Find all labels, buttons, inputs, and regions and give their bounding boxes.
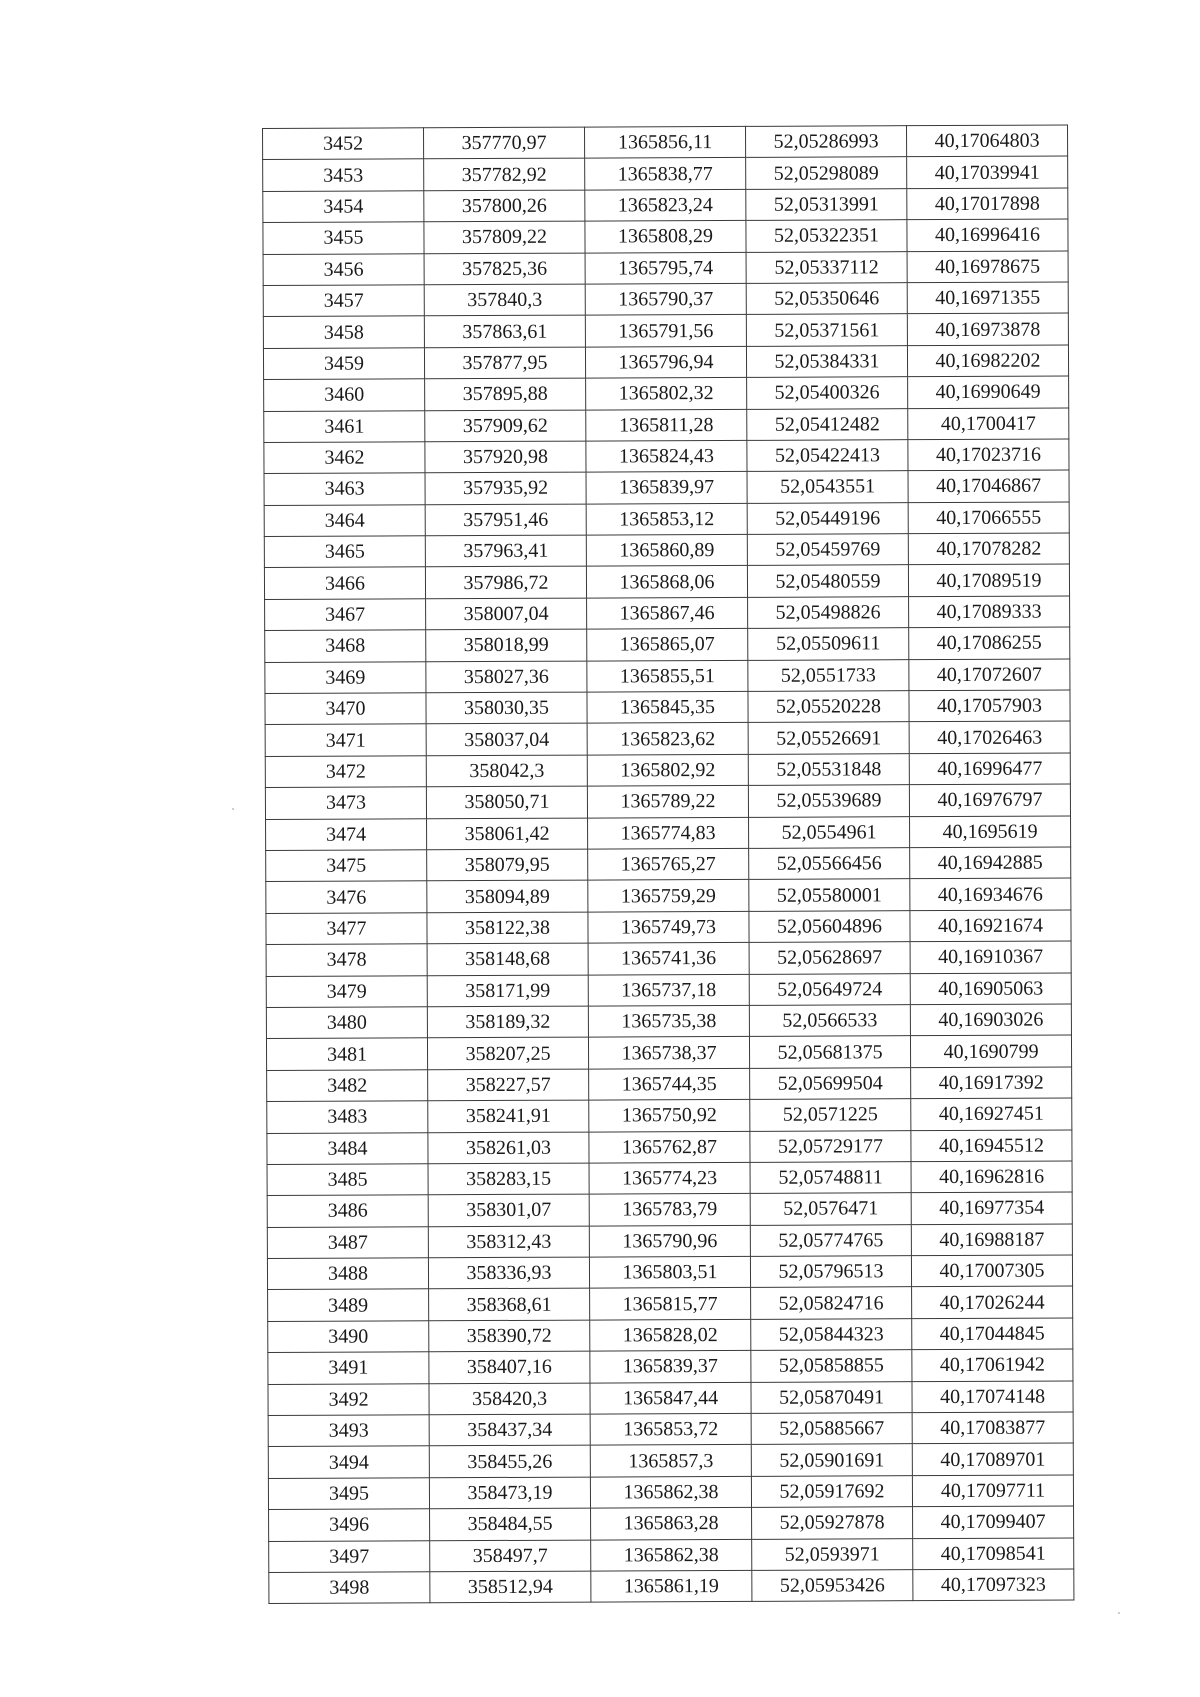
- table-row: [263, 125, 1068, 160]
- point-number-cell: 3461: [264, 410, 425, 442]
- longitude-cell: 40,16990649: [908, 376, 1069, 408]
- table-row: [265, 753, 1070, 788]
- longitude-cell: 40,17044845: [912, 1318, 1073, 1350]
- table-row: [263, 188, 1068, 223]
- longitude-cell: 40,16971355: [907, 282, 1068, 314]
- point-number-cell: 3487: [267, 1226, 428, 1258]
- table-row: [265, 690, 1070, 725]
- x-coordinate-cell: 358227,57: [428, 1069, 589, 1101]
- longitude-cell: 40,1695619: [910, 816, 1071, 848]
- table-row: [267, 1224, 1072, 1259]
- table-row: [266, 910, 1071, 945]
- table-row: [265, 659, 1070, 694]
- table-row: [267, 1067, 1072, 1102]
- x-coordinate-cell: 357877,95: [424, 347, 585, 379]
- x-coordinate-cell: 357800,26: [424, 190, 585, 222]
- point-number-cell: 3477: [266, 913, 427, 945]
- point-number-cell: 3468: [265, 630, 426, 662]
- latitude-cell: 52,05649724: [749, 973, 910, 1005]
- x-coordinate-cell: 357951,46: [425, 504, 586, 536]
- point-number-cell: 3462: [264, 442, 425, 474]
- longitude-cell: 40,16978675: [907, 251, 1068, 283]
- x-coordinate-cell: 358148,68: [427, 943, 588, 975]
- table-row: [265, 627, 1070, 662]
- y-coordinate-cell: 1365855,51: [587, 660, 748, 692]
- latitude-cell: 52,05681375: [749, 1036, 910, 1068]
- x-coordinate-cell: 358122,38: [427, 912, 588, 944]
- longitude-cell: 40,17089519: [908, 564, 1069, 596]
- latitude-cell: 52,05566456: [749, 848, 910, 880]
- longitude-cell: 40,17078282: [908, 533, 1069, 565]
- latitude-cell: 52,05459769: [747, 534, 908, 566]
- y-coordinate-cell: 1365845,35: [587, 691, 748, 723]
- x-coordinate-cell: 358390,72: [429, 1320, 590, 1352]
- table-row: [264, 407, 1069, 442]
- point-number-cell: 3481: [266, 1038, 427, 1070]
- latitude-cell: 52,05917692: [751, 1475, 912, 1507]
- x-coordinate-cell: 358261,03: [428, 1132, 589, 1164]
- longitude-cell: 40,17097711: [912, 1475, 1073, 1507]
- table-row: [263, 251, 1068, 286]
- latitude-cell: 52,05580001: [749, 879, 910, 911]
- longitude-cell: 40,16905063: [910, 973, 1071, 1005]
- longitude-cell: 40,17026463: [909, 721, 1070, 753]
- point-number-cell: 3488: [267, 1258, 428, 1290]
- x-coordinate-cell: 358497,7: [430, 1540, 591, 1572]
- table-row: [263, 219, 1068, 254]
- y-coordinate-cell: 1365791,56: [585, 315, 746, 347]
- x-coordinate-cell: 358042,3: [426, 755, 587, 787]
- longitude-cell: 40,17086255: [909, 627, 1070, 659]
- y-coordinate-cell: 1365749,73: [588, 911, 749, 943]
- latitude-cell: 52,05774765: [750, 1224, 911, 1256]
- point-number-cell: 3452: [263, 128, 424, 160]
- latitude-cell: 52,0576471: [750, 1193, 911, 1225]
- point-number-cell: 3495: [268, 1478, 429, 1510]
- x-coordinate-cell: 358007,04: [426, 598, 587, 630]
- latitude-cell: 52,05480559: [747, 565, 908, 597]
- x-coordinate-cell: 358407,16: [429, 1351, 590, 1383]
- x-coordinate-cell: 357935,92: [425, 472, 586, 504]
- point-number-cell: 3475: [266, 850, 427, 882]
- latitude-cell: 52,05531848: [748, 753, 909, 785]
- longitude-cell: 40,17089701: [912, 1443, 1073, 1475]
- table-row: [268, 1286, 1073, 1321]
- y-coordinate-cell: 1365738,37: [588, 1037, 749, 1069]
- x-coordinate-cell: 358018,99: [426, 629, 587, 661]
- latitude-cell: 52,05422413: [747, 440, 908, 472]
- longitude-cell: 40,17026244: [912, 1286, 1073, 1318]
- y-coordinate-cell: 1365803,51: [589, 1256, 750, 1288]
- x-coordinate-cell: 357782,92: [424, 158, 585, 190]
- longitude-cell: 40,17098541: [913, 1538, 1074, 1570]
- x-coordinate-cell: 357963,41: [425, 535, 586, 567]
- table-row: [266, 1004, 1071, 1039]
- y-coordinate-cell: 1365789,22: [587, 786, 748, 818]
- point-number-cell: 3483: [267, 1101, 428, 1133]
- point-number-cell: 3489: [268, 1289, 429, 1321]
- point-number-cell: 3455: [263, 222, 424, 254]
- latitude-cell: 52,05384331: [746, 345, 907, 377]
- table-row: [264, 533, 1069, 568]
- latitude-cell: 52,05350646: [746, 283, 907, 315]
- longitude-cell: 40,16917392: [911, 1067, 1072, 1099]
- y-coordinate-cell: 1365857,3: [590, 1445, 751, 1477]
- table-row: [269, 1506, 1074, 1541]
- y-coordinate-cell: 1365811,28: [586, 409, 747, 441]
- point-number-cell: 3496: [269, 1509, 430, 1541]
- longitude-cell: 40,16988187: [911, 1224, 1072, 1256]
- table-row: [269, 1538, 1074, 1573]
- longitude-cell: 40,1690799: [910, 1035, 1071, 1067]
- latitude-cell: 52,05449196: [747, 502, 908, 534]
- point-number-cell: 3491: [268, 1352, 429, 1384]
- x-coordinate-cell: 357825,36: [424, 253, 585, 285]
- longitude-cell: 40,16996416: [907, 219, 1068, 251]
- table-row: [268, 1381, 1073, 1416]
- table-row: [264, 502, 1069, 537]
- latitude-cell: 52,05298089: [746, 157, 907, 189]
- x-coordinate-cell: 358455,26: [429, 1445, 590, 1477]
- point-number-cell: 3476: [266, 881, 427, 913]
- y-coordinate-cell: 1365737,18: [588, 974, 749, 1006]
- x-coordinate-cell: 358030,35: [426, 692, 587, 724]
- y-coordinate-cell: 1365790,96: [589, 1225, 750, 1257]
- table-row: [264, 439, 1069, 474]
- point-number-cell: 3467: [265, 599, 426, 631]
- table-row: [268, 1318, 1073, 1353]
- x-coordinate-cell: 358420,3: [429, 1383, 590, 1415]
- x-coordinate-cell: 358283,15: [428, 1163, 589, 1195]
- point-number-cell: 3460: [264, 379, 425, 411]
- point-number-cell: 3456: [263, 253, 424, 285]
- y-coordinate-cell: 1365808,29: [585, 221, 746, 253]
- latitude-cell: 52,05927878: [752, 1507, 913, 1539]
- point-number-cell: 3485: [267, 1164, 428, 1196]
- x-coordinate-cell: 358312,43: [428, 1226, 589, 1258]
- latitude-cell: 52,05824716: [751, 1287, 912, 1319]
- latitude-cell: 52,05796513: [750, 1256, 911, 1288]
- longitude-cell: 40,17066555: [908, 502, 1069, 534]
- y-coordinate-cell: 1365862,38: [590, 1476, 751, 1508]
- x-coordinate-cell: 358207,25: [427, 1037, 588, 1069]
- latitude-cell: 52,05539689: [748, 785, 909, 817]
- latitude-cell: 52,05858855: [751, 1350, 912, 1382]
- y-coordinate-cell: 1365802,32: [586, 378, 747, 410]
- y-coordinate-cell: 1365824,43: [586, 440, 747, 472]
- longitude-cell: 40,17097323: [913, 1569, 1074, 1601]
- point-number-cell: 3464: [264, 504, 425, 536]
- y-coordinate-cell: 1365762,87: [589, 1131, 750, 1163]
- point-number-cell: 3492: [268, 1383, 429, 1415]
- longitude-cell: 40,16903026: [910, 1004, 1071, 1036]
- x-coordinate-cell: 358061,42: [427, 818, 588, 850]
- point-number-cell: 3471: [265, 724, 426, 756]
- y-coordinate-cell: 1365802,92: [587, 754, 748, 786]
- y-coordinate-cell: 1365862,38: [591, 1539, 752, 1571]
- longitude-cell: 40,16996477: [909, 753, 1070, 785]
- longitude-cell: 40,16945512: [911, 1129, 1072, 1161]
- y-coordinate-cell: 1365861,19: [591, 1570, 752, 1602]
- y-coordinate-cell: 1365853,12: [586, 503, 747, 535]
- latitude-cell: 52,05313991: [746, 188, 907, 220]
- table-row: [266, 1035, 1071, 1070]
- longitude-cell: 40,16934676: [910, 878, 1071, 910]
- latitude-cell: 52,05412482: [747, 408, 908, 440]
- latitude-cell: 52,05901691: [751, 1444, 912, 1476]
- y-coordinate-cell: 1365839,97: [586, 472, 747, 504]
- latitude-cell: 52,05322351: [746, 220, 907, 252]
- x-coordinate-cell: 358027,36: [426, 661, 587, 693]
- table-row: [263, 156, 1068, 191]
- longitude-cell: 40,17023716: [908, 439, 1069, 471]
- table-row: [266, 816, 1071, 851]
- longitude-cell: 40,17039941: [907, 156, 1068, 188]
- table-row: [268, 1443, 1073, 1478]
- coordinates-table: [262, 124, 1074, 1604]
- latitude-cell: 52,0551733: [748, 659, 909, 691]
- longitude-cell: 40,16973878: [907, 313, 1068, 345]
- point-number-cell: 3469: [265, 661, 426, 693]
- y-coordinate-cell: 1365795,74: [585, 252, 746, 284]
- table-row: [263, 345, 1068, 380]
- latitude-cell: 52,0543551: [747, 471, 908, 503]
- table-row: [266, 878, 1071, 913]
- coordinates-table-body: [263, 125, 1074, 1604]
- y-coordinate-cell: 1365759,29: [588, 880, 749, 912]
- longitude-cell: 40,16982202: [907, 345, 1068, 377]
- latitude-cell: 52,05870491: [751, 1381, 912, 1413]
- longitude-cell: 40,16977354: [911, 1192, 1072, 1224]
- latitude-cell: 52,05400326: [747, 377, 908, 409]
- longitude-cell: 40,16942885: [910, 847, 1071, 879]
- table-row: [268, 1475, 1073, 1510]
- table-row: [266, 973, 1071, 1008]
- latitude-cell: 52,05604896: [749, 910, 910, 942]
- latitude-cell: 52,05520228: [748, 691, 909, 723]
- table-row: [267, 1255, 1072, 1290]
- latitude-cell: 52,05748811: [750, 1162, 911, 1194]
- longitude-cell: 40,17064803: [906, 125, 1067, 157]
- longitude-cell: 40,17057903: [909, 690, 1070, 722]
- point-number-cell: 3454: [263, 191, 424, 223]
- y-coordinate-cell: 1365796,94: [585, 346, 746, 378]
- y-coordinate-cell: 1365860,89: [586, 534, 747, 566]
- table-row: [267, 1161, 1072, 1196]
- x-coordinate-cell: 358050,71: [426, 786, 587, 818]
- table-row: [268, 1349, 1073, 1384]
- y-coordinate-cell: 1365783,79: [589, 1194, 750, 1226]
- y-coordinate-cell: 1365865,07: [587, 629, 748, 661]
- y-coordinate-cell: 1365868,06: [586, 566, 747, 598]
- longitude-cell: 40,17007305: [911, 1255, 1072, 1287]
- y-coordinate-cell: 1365815,77: [590, 1288, 751, 1320]
- point-number-cell: 3497: [269, 1540, 430, 1572]
- latitude-cell: 52,05729177: [750, 1130, 911, 1162]
- x-coordinate-cell: 358171,99: [427, 975, 588, 1007]
- point-number-cell: 3465: [264, 536, 425, 568]
- latitude-cell: 52,05885667: [751, 1413, 912, 1445]
- x-coordinate-cell: 358473,19: [429, 1477, 590, 1509]
- x-coordinate-cell: 357809,22: [424, 221, 585, 253]
- point-number-cell: 3459: [263, 348, 424, 380]
- longitude-cell: 40,16927451: [911, 1098, 1072, 1130]
- table-row: [269, 1569, 1074, 1604]
- table-row: [264, 564, 1069, 599]
- longitude-cell: 40,17072607: [909, 659, 1070, 691]
- point-number-cell: 3486: [267, 1195, 428, 1227]
- x-coordinate-cell: 357770,97: [424, 127, 585, 159]
- x-coordinate-cell: 357895,88: [425, 378, 586, 410]
- x-coordinate-cell: 357920,98: [425, 441, 586, 473]
- y-coordinate-cell: 1365867,46: [587, 597, 748, 629]
- y-coordinate-cell: 1365828,02: [590, 1319, 751, 1351]
- point-number-cell: 3479: [266, 975, 427, 1007]
- latitude-cell: 52,05371561: [746, 314, 907, 346]
- latitude-cell: 52,05953426: [752, 1570, 913, 1602]
- point-number-cell: 3466: [264, 567, 425, 599]
- point-number-cell: 3458: [263, 316, 424, 348]
- x-coordinate-cell: 358437,34: [429, 1414, 590, 1446]
- longitude-cell: 40,17017898: [907, 188, 1068, 220]
- longitude-cell: 40,17083877: [912, 1412, 1073, 1444]
- latitude-cell: 52,05844323: [751, 1319, 912, 1351]
- x-coordinate-cell: 358094,89: [427, 880, 588, 912]
- table-row: [267, 1129, 1072, 1164]
- y-coordinate-cell: 1365774,83: [588, 817, 749, 849]
- x-coordinate-cell: 358241,91: [428, 1100, 589, 1132]
- table-row: [265, 784, 1070, 819]
- table-row: [266, 847, 1071, 882]
- longitude-cell: 40,16921674: [910, 910, 1071, 942]
- y-coordinate-cell: 1365823,62: [587, 723, 748, 755]
- point-number-cell: 3482: [267, 1070, 428, 1102]
- x-coordinate-cell: 358079,95: [427, 849, 588, 881]
- y-coordinate-cell: 1365741,36: [588, 943, 749, 975]
- table-row: [263, 313, 1068, 348]
- y-coordinate-cell: 1365823,24: [585, 189, 746, 221]
- x-coordinate-cell: 358512,94: [430, 1571, 591, 1603]
- longitude-cell: 40,16910367: [910, 941, 1071, 973]
- y-coordinate-cell: 1365856,11: [584, 126, 745, 158]
- y-coordinate-cell: 1365744,35: [589, 1068, 750, 1100]
- latitude-cell: 52,05509611: [748, 628, 909, 660]
- point-number-cell: 3493: [268, 1415, 429, 1447]
- y-coordinate-cell: 1365838,77: [585, 158, 746, 190]
- latitude-cell: 52,0593971: [752, 1538, 913, 1570]
- point-number-cell: 3494: [268, 1446, 429, 1478]
- table-row: [264, 470, 1069, 505]
- scan-speck: [1118, 1612, 1120, 1614]
- latitude-cell: 52,05498826: [748, 597, 909, 629]
- longitude-cell: 40,1700417: [908, 407, 1069, 439]
- point-number-cell: 3474: [266, 818, 427, 850]
- point-number-cell: 3478: [266, 944, 427, 976]
- longitude-cell: 40,17074148: [912, 1381, 1073, 1413]
- x-coordinate-cell: 358368,61: [429, 1289, 590, 1321]
- y-coordinate-cell: 1365853,72: [590, 1413, 751, 1445]
- table-row: [265, 596, 1070, 631]
- x-coordinate-cell: 357863,61: [424, 315, 585, 347]
- y-coordinate-cell: 1365847,44: [590, 1382, 751, 1414]
- x-coordinate-cell: 358301,07: [428, 1194, 589, 1226]
- longitude-cell: 40,17089333: [909, 596, 1070, 628]
- point-number-cell: 3498: [269, 1572, 430, 1604]
- latitude-cell: 52,05526691: [748, 722, 909, 754]
- table-row: [267, 1098, 1072, 1133]
- longitude-cell: 40,17046867: [908, 470, 1069, 502]
- table-row: [263, 282, 1068, 317]
- table-row: [268, 1412, 1073, 1447]
- y-coordinate-cell: 1365774,23: [589, 1162, 750, 1194]
- y-coordinate-cell: 1365750,92: [589, 1099, 750, 1131]
- x-coordinate-cell: 357909,62: [425, 410, 586, 442]
- point-number-cell: 3484: [267, 1132, 428, 1164]
- y-coordinate-cell: 1365839,37: [590, 1351, 751, 1383]
- x-coordinate-cell: 358484,55: [430, 1508, 591, 1540]
- y-coordinate-cell: 1365790,37: [585, 283, 746, 315]
- longitude-cell: 40,16976797: [909, 784, 1070, 816]
- latitude-cell: 52,05337112: [746, 251, 907, 283]
- latitude-cell: 52,0554961: [749, 816, 910, 848]
- latitude-cell: 52,05286993: [745, 126, 906, 158]
- x-coordinate-cell: 358336,93: [428, 1257, 589, 1289]
- longitude-cell: 40,17099407: [913, 1506, 1074, 1538]
- y-coordinate-cell: 1365863,28: [591, 1508, 752, 1540]
- point-number-cell: 3480: [266, 1007, 427, 1039]
- x-coordinate-cell: 357986,72: [425, 567, 586, 599]
- table-row: [267, 1192, 1072, 1227]
- latitude-cell: 52,05628697: [749, 942, 910, 974]
- point-number-cell: 3472: [265, 756, 426, 788]
- longitude-cell: 40,16962816: [911, 1161, 1072, 1193]
- point-number-cell: 3490: [268, 1321, 429, 1353]
- table-row: [266, 941, 1071, 976]
- scan-speck: [232, 808, 234, 810]
- point-number-cell: 3457: [263, 285, 424, 317]
- point-number-cell: 3453: [263, 159, 424, 191]
- table-row: [264, 376, 1069, 411]
- x-coordinate-cell: 357840,3: [424, 284, 585, 316]
- latitude-cell: 52,0566533: [749, 1005, 910, 1037]
- longitude-cell: 40,17061942: [912, 1349, 1073, 1381]
- table-row: [265, 721, 1070, 756]
- latitude-cell: 52,05699504: [750, 1067, 911, 1099]
- x-coordinate-cell: 358189,32: [427, 1006, 588, 1038]
- latitude-cell: 52,0571225: [750, 1099, 911, 1131]
- y-coordinate-cell: 1365765,27: [588, 848, 749, 880]
- x-coordinate-cell: 358037,04: [426, 724, 587, 756]
- point-number-cell: 3473: [265, 787, 426, 819]
- point-number-cell: 3470: [265, 693, 426, 725]
- y-coordinate-cell: 1365735,38: [588, 1005, 749, 1037]
- point-number-cell: 3463: [264, 473, 425, 505]
